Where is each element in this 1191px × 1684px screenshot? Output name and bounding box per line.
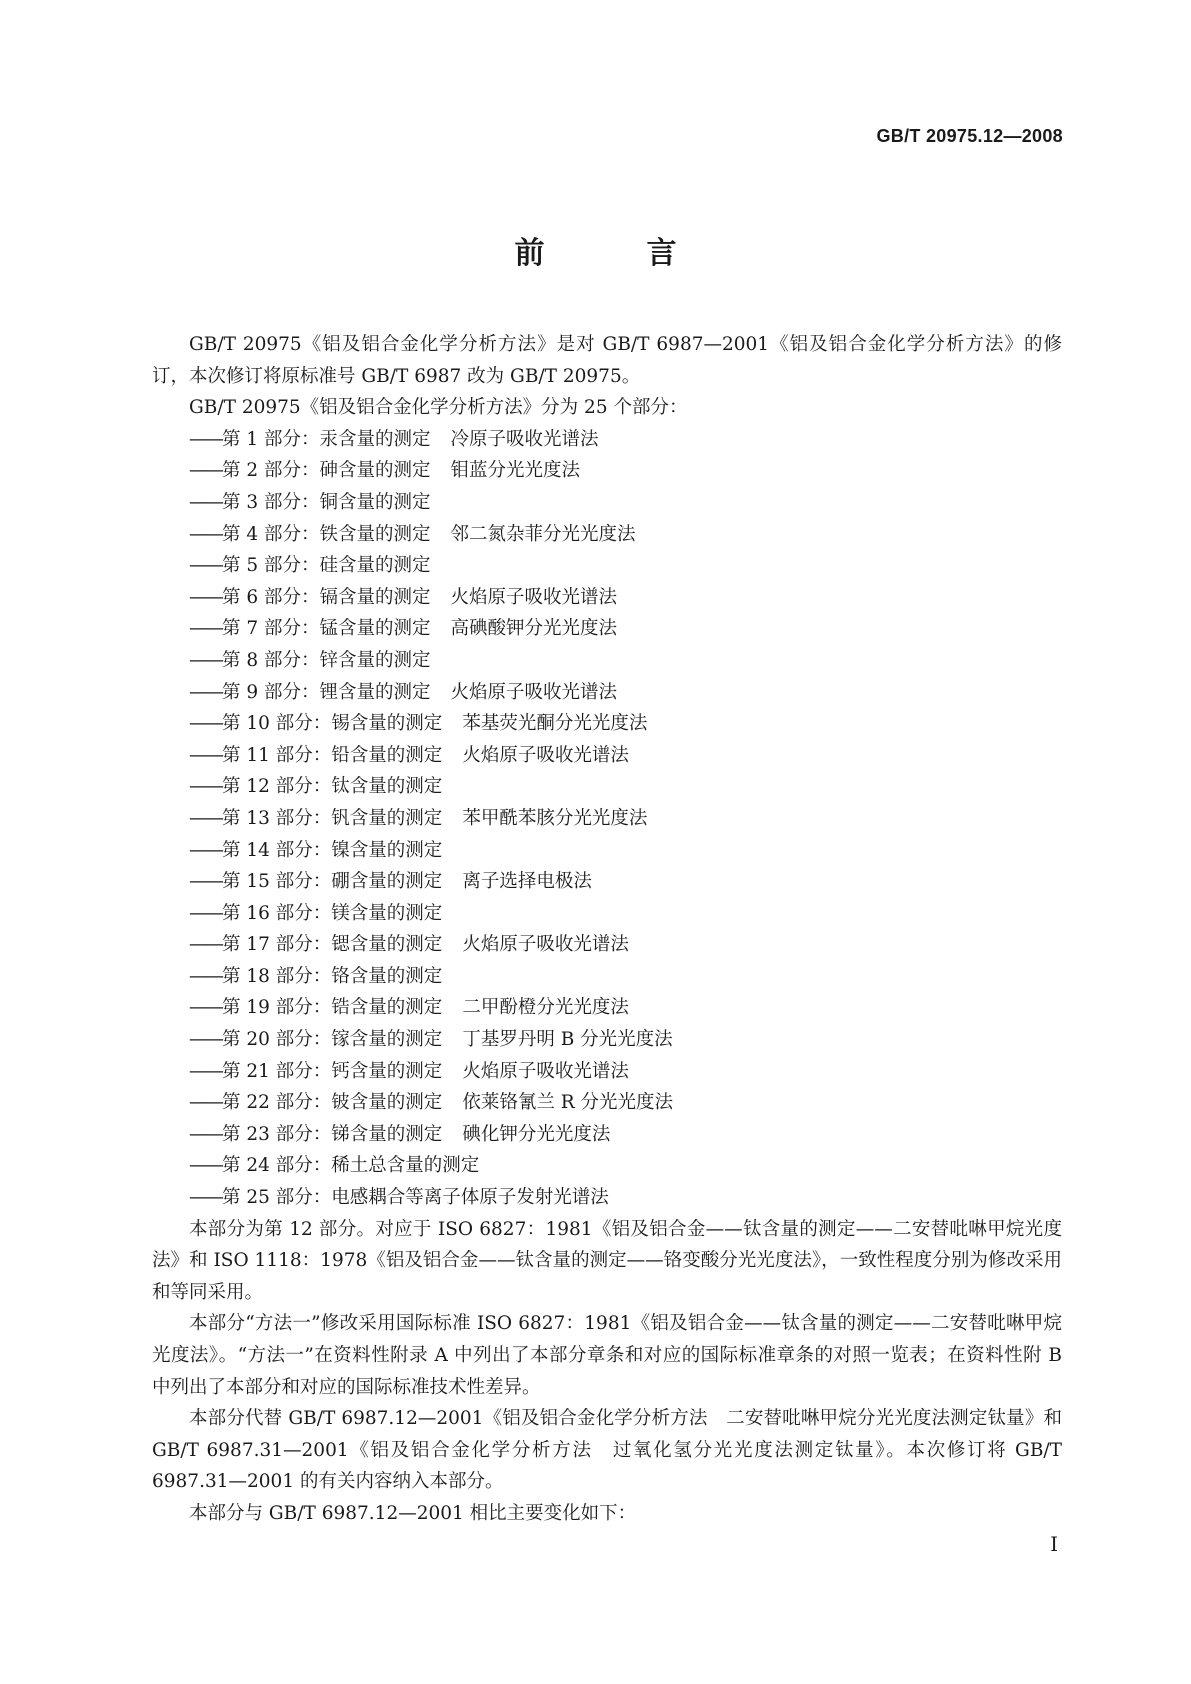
part-title: 第 19 部分：锆含量的测定 [222,997,443,1019]
part-method: 火焰原子吸收光谱法 [462,744,629,766]
list-item [152,424,1062,456]
list-item [152,929,1062,961]
list-dash: —— [189,1092,222,1114]
part-title: 第 20 部分：镓含量的测定 [222,1029,443,1051]
part-method: 苯基荧光酮分光光度法 [462,713,648,735]
list-dash: —— [189,934,222,956]
list-dash: —— [189,1155,222,1177]
list-item [152,961,1062,993]
list-dash: —— [189,586,222,608]
page-number: I [1050,1532,1058,1556]
list-item [152,1119,1062,1151]
part-title: 第 12 部分：钛含量的测定 [222,776,443,798]
part-method: 火焰原子吸收光谱法 [450,681,618,703]
body-paragraph-changes: 本部分与 GB/T 6987.12—2001 相比主要变化如下： [189,1502,637,1524]
part-title: 第 16 部分：镁含量的测定 [222,902,443,924]
list-dash: —— [189,523,222,545]
list-dash: —— [189,491,222,513]
part-method: 钼蓝分光光度法 [450,460,581,482]
list-item [152,898,1062,930]
list-dash: —— [189,997,222,1019]
list-item [152,1056,1062,1088]
list-item [152,1150,1062,1182]
part-title: 第 21 部分：钙含量的测定 [222,1060,443,1082]
list-item [152,1024,1062,1056]
list-dash: —— [189,460,222,482]
list-dash: —— [189,1123,222,1145]
list-item [152,835,1062,867]
part-title: 第 14 部分：镍含量的测定 [222,839,443,861]
list-dash: —— [189,902,222,924]
list-dash: —— [189,965,222,987]
part-method: 火焰原子吸收光谱法 [462,934,629,956]
part-title: 第 18 部分：铬含量的测定 [222,965,443,987]
part-title: 第 1 部分：汞含量的测定 [222,428,431,450]
body-paragraph-correspondence: 本部分为第 12 部分。对应于 ISO 6827：1981《铝及铝合金——钛含量的测定——二安替吡啉甲烷光度法》和 ISO 1118：1978《铝及铝合金——钛含量的测定——铬变酸分光光度法》，一致性程度分别为修改采用和等同采用。 [152,1218,1062,1303]
list-dash: —— [189,618,222,640]
list-dash: —— [189,776,222,798]
body-paragraph-replaces: 本部分代替 GB/T 6987.12—2001《铝及铝合金化学分析方法 二安替吡啉甲烷分光光度法测定钛量》和 GB/T 6987.31—2001《铝及铝合金化学分析方法 过氧化氢分光光度法测定钛量》。本次修订将 GB/T 6987.31—2001 的有关内容纳入本部分。 [152,1408,1062,1493]
standard-code: GB/T 20975.12—2008 [876,126,1063,146]
part-title: 第 7 部分：锰含量的测定 [222,618,431,640]
list-item [152,487,1062,519]
list-dash: —— [189,713,222,735]
part-title: 第 8 部分：锌含量的测定 [222,649,431,671]
part-title: 第 10 部分：锡含量的测定 [222,713,443,735]
part-method: 丁基罗丹明 B 分光光度法 [462,1029,673,1051]
list-item [152,613,1062,645]
list-item [152,866,1062,898]
list-dash: —— [189,807,222,829]
page-title: 前 言 [514,236,713,271]
part-method: 火焰原子吸收光谱法 [450,586,618,608]
list-dash: —— [189,744,222,766]
list-dash: —— [189,428,222,450]
list-item [152,708,1062,740]
list-item [152,803,1062,835]
list-dash: —— [189,649,222,671]
list-item [152,550,1062,582]
part-method: 火焰原子吸收光谱法 [462,1060,629,1082]
part-title: 第 23 部分：锑含量的测定 [222,1123,443,1145]
part-method: 邻二氮杂菲分光光度法 [450,523,636,545]
part-title: 第 25 部分：电感耦合等离子体原子发射光谱法 [222,1187,609,1209]
list-item [152,519,1062,551]
list-dash: —— [189,1060,222,1082]
list-dash: —— [189,871,222,893]
part-title: 第 6 部分：镉含量的测定 [222,586,431,608]
list-dash: —— [189,1029,222,1051]
part-method: 二甲酚橙分光光度法 [462,997,629,1019]
part-title: 第 4 部分：铁含量的测定 [222,523,431,545]
intro-paragraph-1: GB/T 20975《铝及铝合金化学分析方法》是对 GB/T 6987—2001《铝及铝合金化学分析方法》的修订，本次修订将原标准号 GB/T 6987 改为 GB/T 20975。 [152,334,1062,387]
part-method: 冷原子吸收光谱法 [450,428,599,450]
list-item [152,1087,1062,1119]
list-item [152,455,1062,487]
list-item [152,645,1062,677]
list-item [152,677,1062,709]
part-title: 第 24 部分：稀土总含量的测定 [222,1155,480,1177]
list-dash: —— [189,839,222,861]
list-dash: —— [189,555,222,577]
part-title: 第 9 部分：锂含量的测定 [222,681,431,703]
part-title: 第 3 部分：铜含量的测定 [222,491,431,513]
part-method: 依莱铬氰兰 R 分光光度法 [462,1092,674,1114]
part-title: 第 17 部分：锶含量的测定 [222,934,443,956]
list-item [152,771,1062,803]
part-method: 苯甲酰苯胲分光光度法 [462,807,648,829]
part-title: 第 5 部分：硅含量的测定 [222,555,431,577]
list-dash: —— [189,681,222,703]
list-dash: —— [189,1187,222,1209]
part-title: 第 2 部分：砷含量的测定 [222,460,431,482]
body-paragraph-method-one: 本部分“方法一”修改采用国际标准 ISO 6827：1981《铝及铝合金——钛含量的测定——二安替吡啉甲烷光度法》。“方法一”在资料性附录 A 中列出了本部分章条和对应的国际标准章条的对照一览表；在资料性附 B 中列出了本部分和对应的国际标准技术性差异。 [152,1313,1062,1398]
document-body [152,329,1062,1530]
part-title: 第 15 部分：硼含量的测定 [222,871,443,893]
part-title: 第 13 部分：钒含量的测定 [222,807,443,829]
part-method: 高碘酸钾分光光度法 [450,618,618,640]
intro-paragraph-2: GB/T 20975《铝及铝合金化学分析方法》分为 25 个部分： [189,397,688,419]
list-item [152,992,1062,1024]
part-method: 离子选择电极法 [462,871,592,893]
part-title: 第 11 部分：铅含量的测定 [222,744,443,766]
list-item [152,1182,1062,1214]
list-item [152,740,1062,772]
part-title: 第 22 部分：铍含量的测定 [222,1092,443,1114]
parts-list [152,424,1062,1214]
part-method: 碘化钾分光光度法 [462,1123,611,1145]
list-item [152,582,1062,614]
